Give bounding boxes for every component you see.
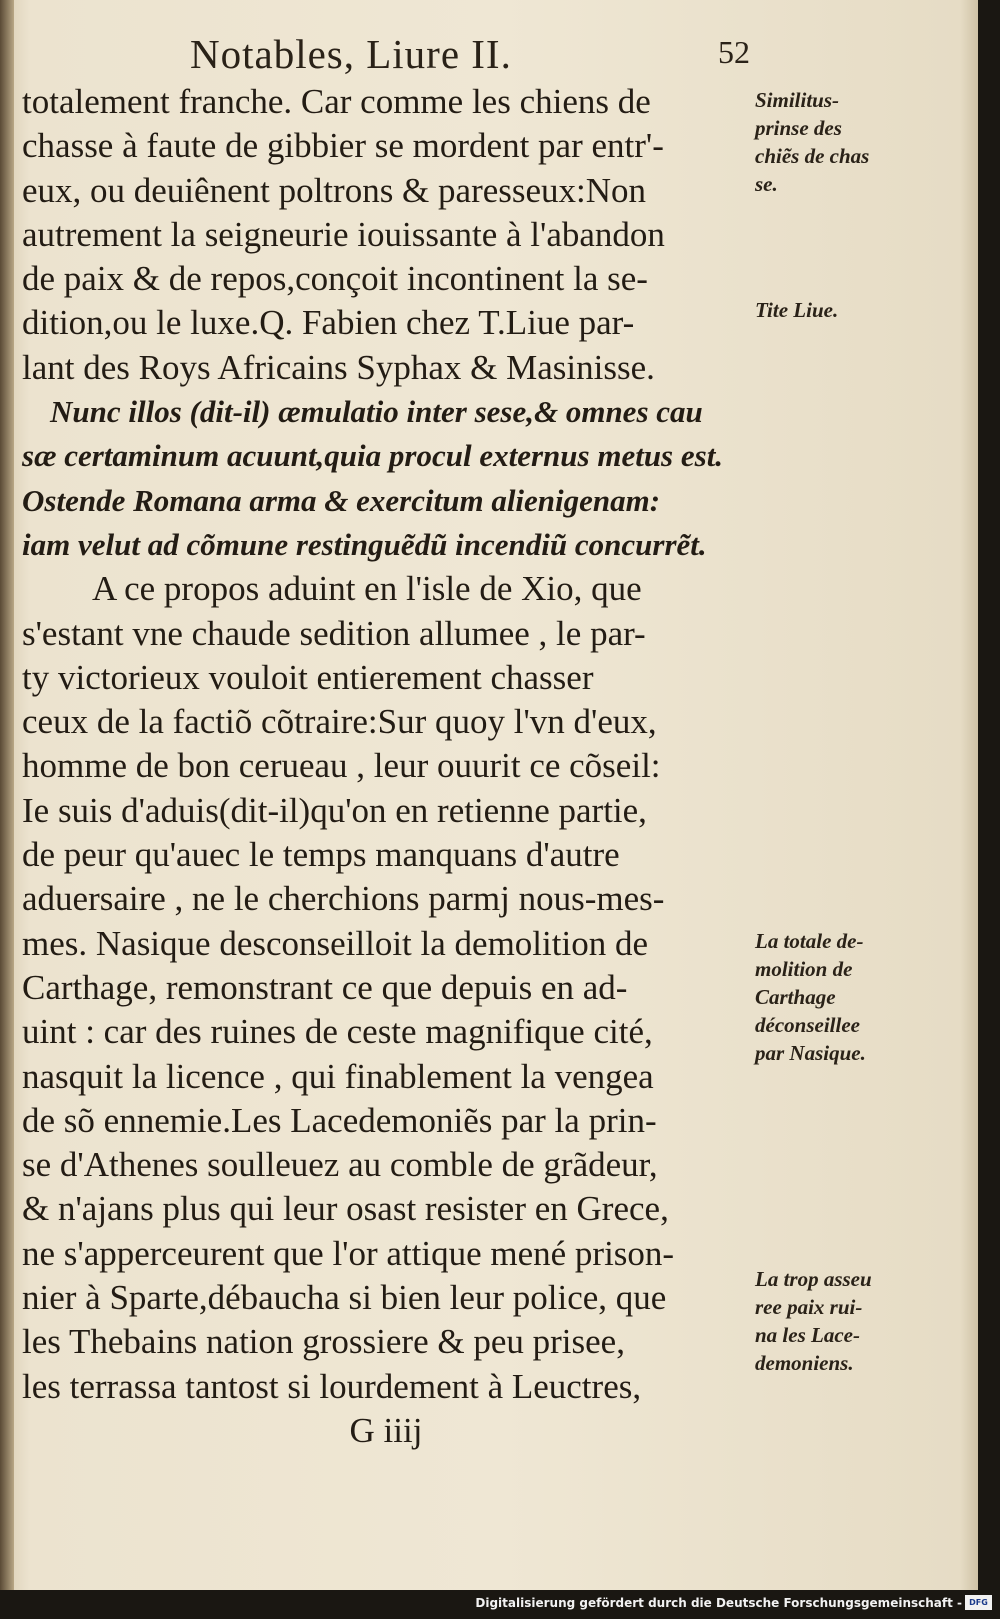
margin-note-line: se. [755, 172, 778, 196]
text-line: Carthage, remonstrant ce que depuis en ad- [22, 967, 628, 1007]
signature-mark: G iiij [349, 1410, 423, 1450]
margin-note-carthage [755, 927, 925, 1067]
margin-note-line: par Nasique. [755, 1041, 866, 1065]
text-line: ceux de la factiõ cõtraire:Sur quoy l'vn d'eux, [22, 702, 657, 742]
text-line: ne s'apperceurent que l'or attique mené prison- [22, 1233, 675, 1273]
margin-note-line: prinse des [755, 116, 842, 140]
margin-note-lacedemoniens [755, 1265, 925, 1377]
text-line: nier à Sparte,débaucha si bien leur police, que [22, 1278, 667, 1318]
text-line: les terrassa tantost si lourdement à Leuctres, [22, 1366, 642, 1406]
margin-note-tite-liue [755, 296, 925, 324]
margin-note-line: chiẽs de chas [755, 144, 870, 168]
text-line: ty victorieux vouloit entierement chasser [22, 657, 594, 697]
text-line: de peur qu'auec le temps manquans d'autre [22, 835, 620, 875]
margin-note-line: Carthage [755, 985, 836, 1009]
text-line: de sõ ennemie.Les Lacedemoniẽs par la prin- [22, 1100, 657, 1140]
text-line: homme de bon cerueau , leur ouurit ce cõseil: [22, 746, 661, 786]
text-line: les Thebains nation grossiere & peu prisee, [22, 1322, 625, 1362]
text-line: lant des Roys Africains Syphax & Masinisse. [22, 347, 655, 387]
main-text-block [22, 80, 750, 1453]
page-header [190, 30, 750, 80]
margin-note-line: Similitus- [755, 88, 840, 112]
text-line: chasse à faute de gibbier se mordent par entr'- [22, 126, 664, 166]
margin-note-line: Tite Liue. [755, 298, 839, 322]
text-line: se d'Athenes soulleuez au comble de grãdeur, [22, 1145, 658, 1185]
running-title: Notables, Liure II. [190, 31, 512, 77]
dfg-logo: DFG [965, 1595, 992, 1610]
text-line: dition,ou le luxe.Q. Fabien chez T.Liue par- [22, 303, 635, 343]
page-number: 52 [718, 34, 750, 70]
text-line: totalement franche. Car comme les chiens de [22, 82, 651, 121]
latin-quote-line: Ostende Romana arma & exercitum alienigenam: [22, 482, 661, 518]
text-line: aduersaire , ne le cherchions parmj nous-mes- [22, 879, 665, 919]
footer-bar [0, 1590, 1000, 1619]
text-line: A ce propos aduint en l'isle de Xio, que [92, 569, 642, 609]
text-line: nasquit la licence , qui finablement la vengea [22, 1056, 654, 1096]
text-line: Ie suis d'aduis(dit-il)qu'on en retienne partie, [22, 790, 647, 830]
funding-credit: Digitalisierung gefördert durch die Deutsche Forschungsgemeinschaft - [475, 1596, 962, 1610]
page-binding-edge [0, 0, 14, 1590]
latin-quote-line: iam velut ad cõmune restinguẽdũ incendiũ concurrẽt. [22, 526, 707, 562]
margin-note-line: La totale de- [755, 929, 864, 953]
margin-note-line: ree paix rui- [755, 1295, 863, 1319]
text-line: autrement la seigneurie iouissante à l'abandon [22, 214, 665, 254]
text-line: eux, ou deuiênent poltrons & paresseux:Non [22, 170, 647, 210]
text-line: & n'ajans plus qui leur osast resister en Grece, [22, 1189, 669, 1229]
margin-note-line: La trop asseu [755, 1267, 872, 1291]
margin-note-line: molition de [755, 957, 853, 981]
margin-note-line: na les Lace- [755, 1323, 860, 1347]
text-line: s'estant vne chaude sedition allumee , le par- [22, 613, 646, 653]
text-line: de paix & de repos,conçoit incontinent la se- [22, 259, 648, 299]
margin-note-line: demoniens. [755, 1351, 854, 1375]
latin-quote-line: Nunc illos (dit-il) æmulatio inter sese,& omnes cau [50, 394, 703, 430]
margin-note-similitude [755, 86, 925, 198]
latin-quote-line: sæ certaminum acuunt,quia procul externus metus est. [22, 438, 724, 474]
text-line: mes. Nasique desconseilloit la demolition de [22, 923, 648, 963]
text-line: uint : car des ruines de ceste magnifique cité, [22, 1012, 653, 1052]
margin-note-line: déconseillee [755, 1013, 860, 1037]
